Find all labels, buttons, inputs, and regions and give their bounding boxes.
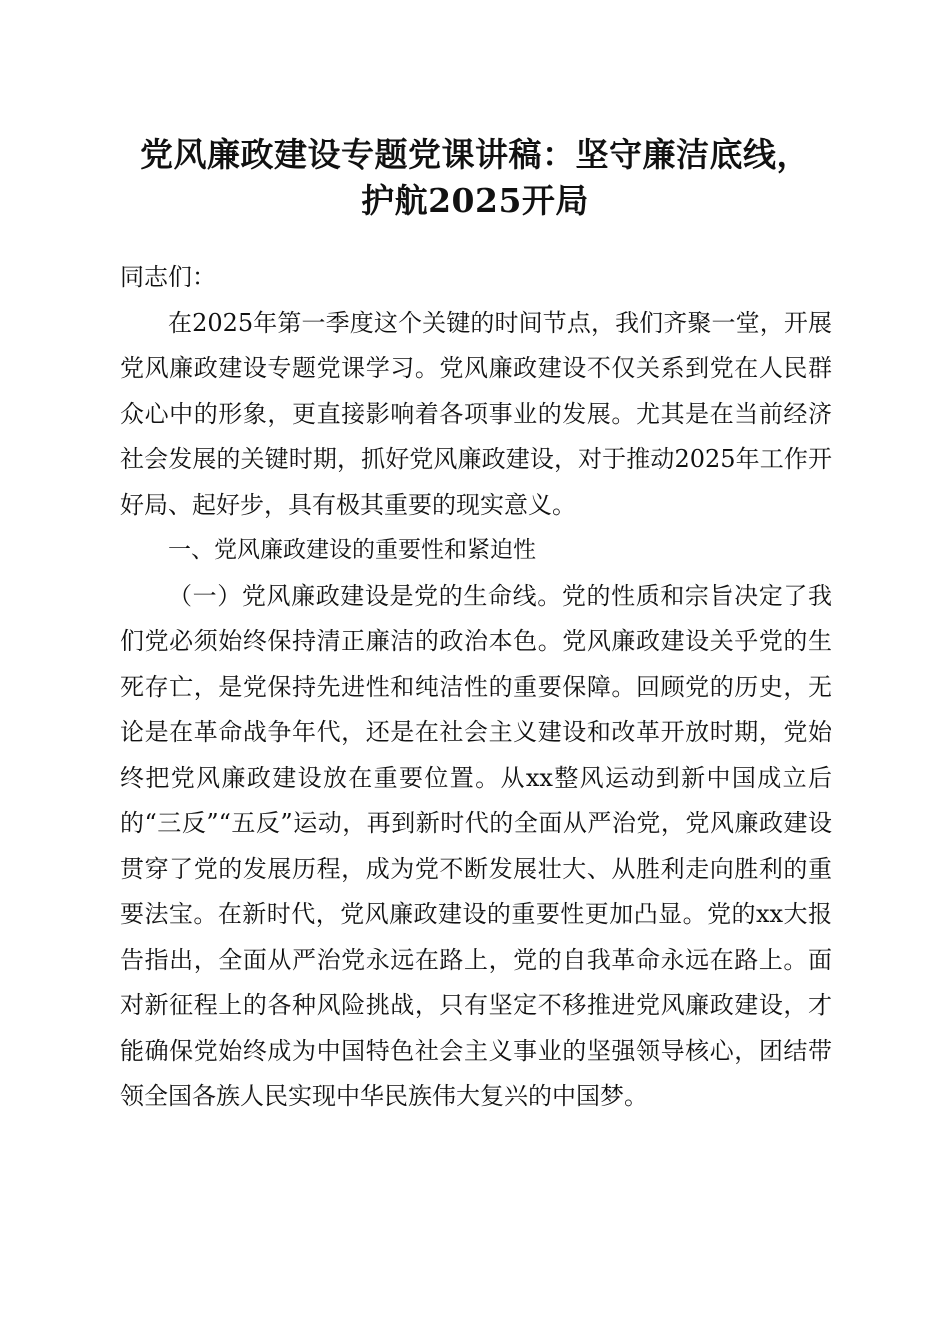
document-body: [120, 255, 832, 1120]
subsection-1-body: 党的性质和宗旨决定了我们党必须始终保持清正廉洁的政治本色。党风廉政建设关乎党的生死存亡，是党保持先进性和纯洁性的重要保障。回顾党的历史，无论是在革命战争年代，还是在社会主义建设和改革开放时期，党始终把党风廉政建设放在重要位置。从xx整风运动到新中国成立后的“三反”“五反”运动，再到新时代的全面从严治党，党风廉政建设贯穿了党的发展历程，成为党不断发展壮大、从胜利走向胜利的重要法宝。在新时代，党风廉政建设的重要性更加凸显。党的xx大报告指出，全面从严治党永远在路上，党的自我革命永远在路上。面对新征程上的各种风险挑战，只有坚定不移推进党风廉政建设，才能确保党始终成为中国特色社会主义事业的坚强领导核心，团结带领全国各族人民实现中华民族伟大复兴的中国梦。: [120, 581, 833, 1110]
title-line-1: 党风廉政建设专题党课讲稿：坚守廉洁底线，: [140, 135, 810, 174]
section-heading-1: 一、党风廉政建设的重要性和紧迫性: [168, 537, 536, 563]
title-line-2: 护航2025开局: [361, 181, 589, 220]
subsection-1-lead: （一）党风廉政建设是党的生命线。: [168, 581, 562, 610]
subsection-1-paragraph: [120, 574, 832, 1120]
document-title: [100, 132, 850, 224]
intro-paragraph: 在2025年第一季度这个关键的时间节点，我们齐聚一堂，开展党风廉政建设专题党课学习。党风廉政建设不仅关系到党在人民群众心中的形象，更直接影响着各项事业的发展。尤其是在当前经济社会发展的关键时期，抓好党风廉政建设，对于推动2025年工作开好局、起好步，具有极其重要的现实意义。: [120, 308, 832, 519]
greeting: 同志们：: [120, 263, 216, 291]
